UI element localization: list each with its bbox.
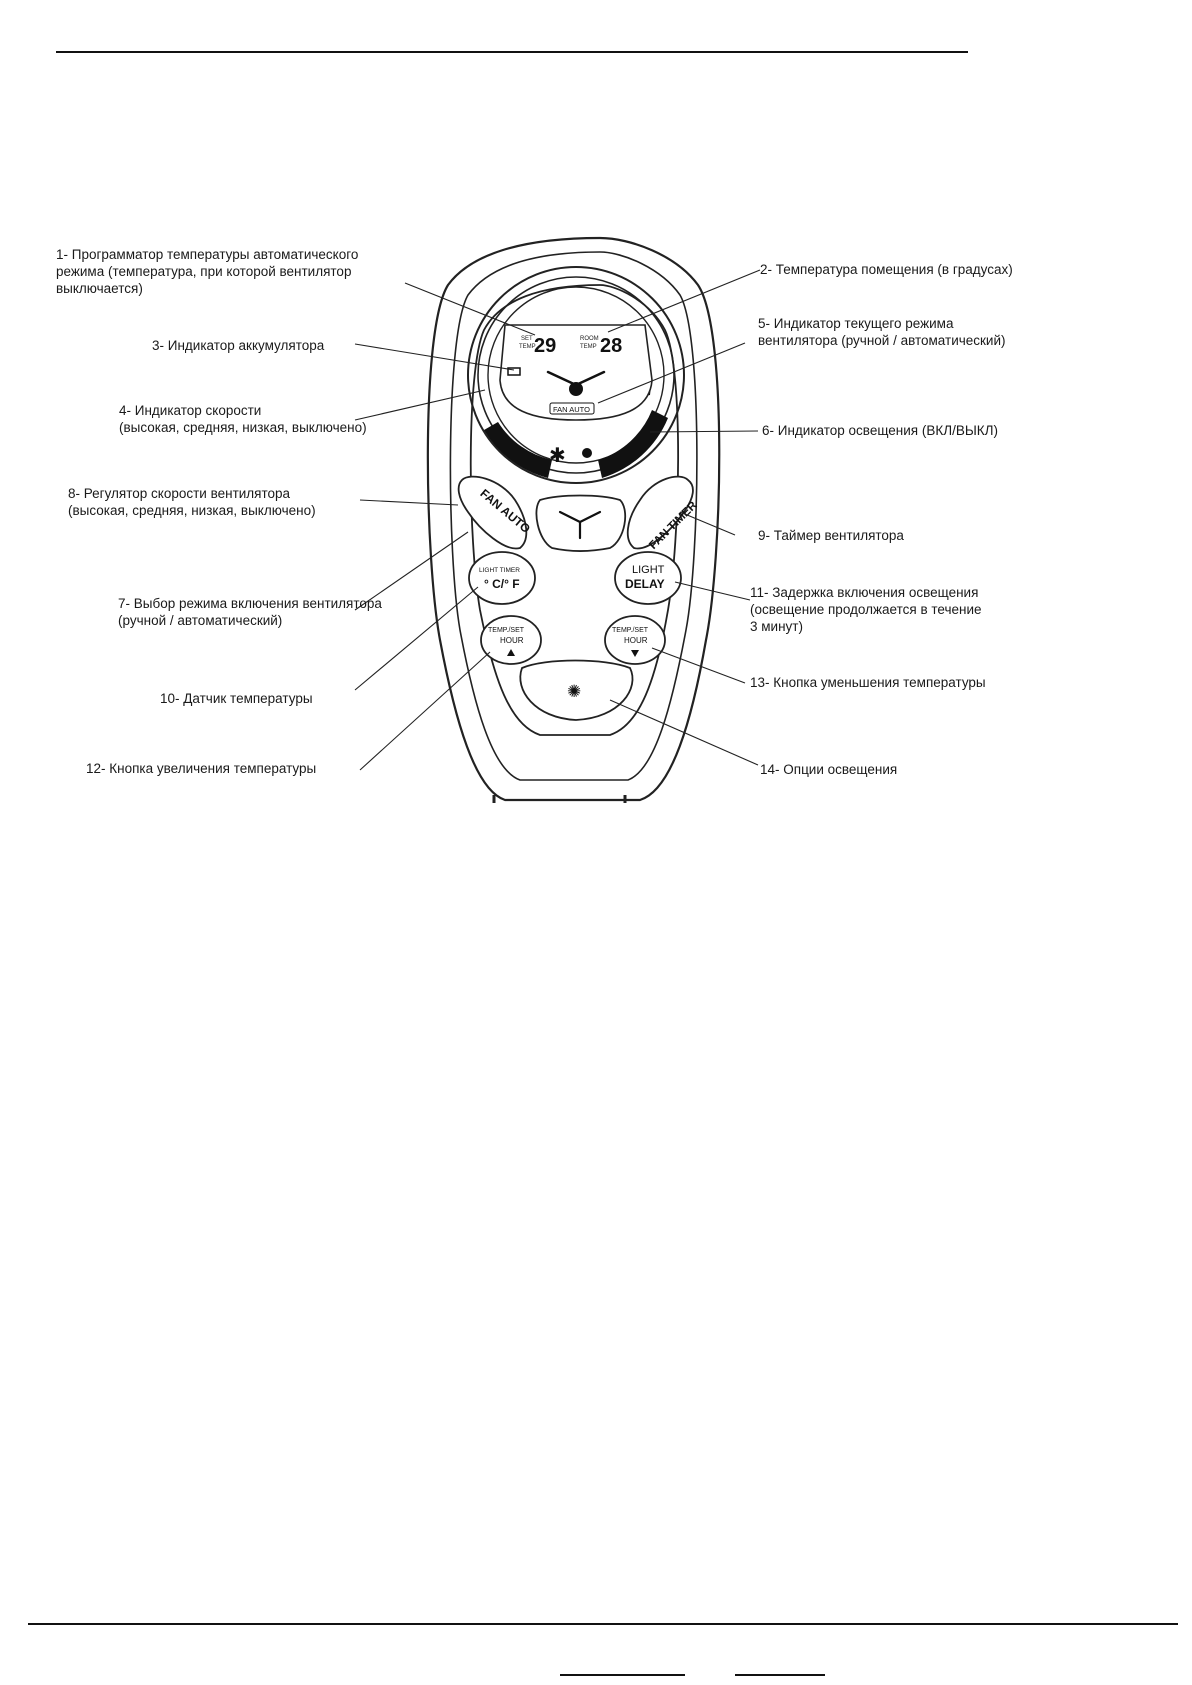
label-7-line-1: 7- Выбор режима включения вентилятора <box>118 596 382 611</box>
label-1-line-3: выключается) <box>56 281 143 296</box>
label-12 <box>86 760 316 777</box>
light-timer-main: ° C/° F <box>484 577 520 591</box>
label-9-line-1: 9- Таймер вентилятора <box>758 528 904 543</box>
light-options-icon: ✺ <box>567 682 582 701</box>
label-6-line-1: 6- Индикатор освещения (ВКЛ/ВЫКЛ) <box>762 423 998 438</box>
label-4 <box>119 402 367 436</box>
label-13 <box>750 674 986 691</box>
label-11-line-2: (освещение продолжается в течение <box>750 602 982 617</box>
fan-auto-label: FAN AUTO <box>477 486 533 536</box>
label-11-line-1: 11- Задержка включения освещения <box>750 585 979 600</box>
label-4-line-1: 4- Индикатор скорости <box>119 403 262 418</box>
label-14-line-1: 14- Опции освещения <box>760 762 898 777</box>
label-10 <box>160 690 313 707</box>
label-9 <box>758 527 904 544</box>
temp-down-label-2: HOUR <box>624 636 648 645</box>
label-8-line-1: 8- Регулятор скорости вентилятора <box>68 486 291 501</box>
room-temp-label-2: TEMP <box>580 344 597 350</box>
label-5-line-2: вентилятора (ручной / автоматический) <box>758 333 1006 348</box>
label-7-line-2: (ручной / автоматический) <box>118 613 283 628</box>
footer-mark-right <box>735 1674 825 1676</box>
label-6 <box>762 422 998 439</box>
label-10-line-1: 10- Датчик температуры <box>160 691 313 706</box>
label-1-line-2: режима (температура, при которой вентилятор <box>56 264 352 279</box>
display-black-left <box>484 422 552 478</box>
label-3-line-1: 3- Индикатор аккумулятора <box>152 338 325 353</box>
label-14 <box>760 761 897 778</box>
label-8-line-2: (высокая, средняя, низкая, выключено) <box>68 503 316 518</box>
label-8 <box>68 485 316 519</box>
light-timer-small: LIGHT TIMER <box>479 567 520 574</box>
room-temp-value: 28 <box>600 335 623 357</box>
label-5-line-1: 5- Индикатор текущего режима <box>758 316 954 331</box>
label-1-line-1: 1- Программатор температуры автоматического <box>56 247 359 262</box>
light-delay-label-1: LIGHT <box>632 564 665 576</box>
label-11-line-3: 3 минут) <box>750 619 803 634</box>
fan-small-icon: ✱ <box>549 445 566 467</box>
light-delay-label-2: DELAY <box>625 577 665 591</box>
set-temp-label-2: TEMP <box>519 344 536 350</box>
fan-timer-label: FAN TIMER <box>647 499 700 552</box>
label-3 <box>152 337 324 354</box>
temp-down-label-1: TEMP./SET <box>612 627 649 634</box>
room-temp-label-1: ROOM <box>580 336 599 342</box>
temp-up-label-1: TEMP./SET <box>488 627 525 634</box>
footer-mark-left <box>560 1674 685 1676</box>
label-7 <box>118 595 382 629</box>
footer-rule <box>28 1623 1178 1625</box>
label-4-line-2: (высокая, средняя, низкая, выключено) <box>119 420 367 435</box>
label-12-line-1: 12- Кнопка увеличения температуры <box>86 761 317 776</box>
label-11 <box>750 584 982 635</box>
mode-badge-text: FAN AUTO <box>553 405 590 414</box>
set-temp-value: 29 <box>534 335 557 357</box>
temp-up-label-2: HOUR <box>500 636 524 645</box>
label-13-line-1: 13- Кнопка уменьшения температуры <box>750 675 986 690</box>
label-1 <box>56 246 358 297</box>
light-small-icon <box>582 448 592 458</box>
label-2-line-1: 2- Температура помещения (в градусах) <box>760 262 1013 277</box>
label-5 <box>758 315 1006 349</box>
label-2 <box>760 261 1013 278</box>
set-temp-label-1: SET <box>521 336 533 342</box>
